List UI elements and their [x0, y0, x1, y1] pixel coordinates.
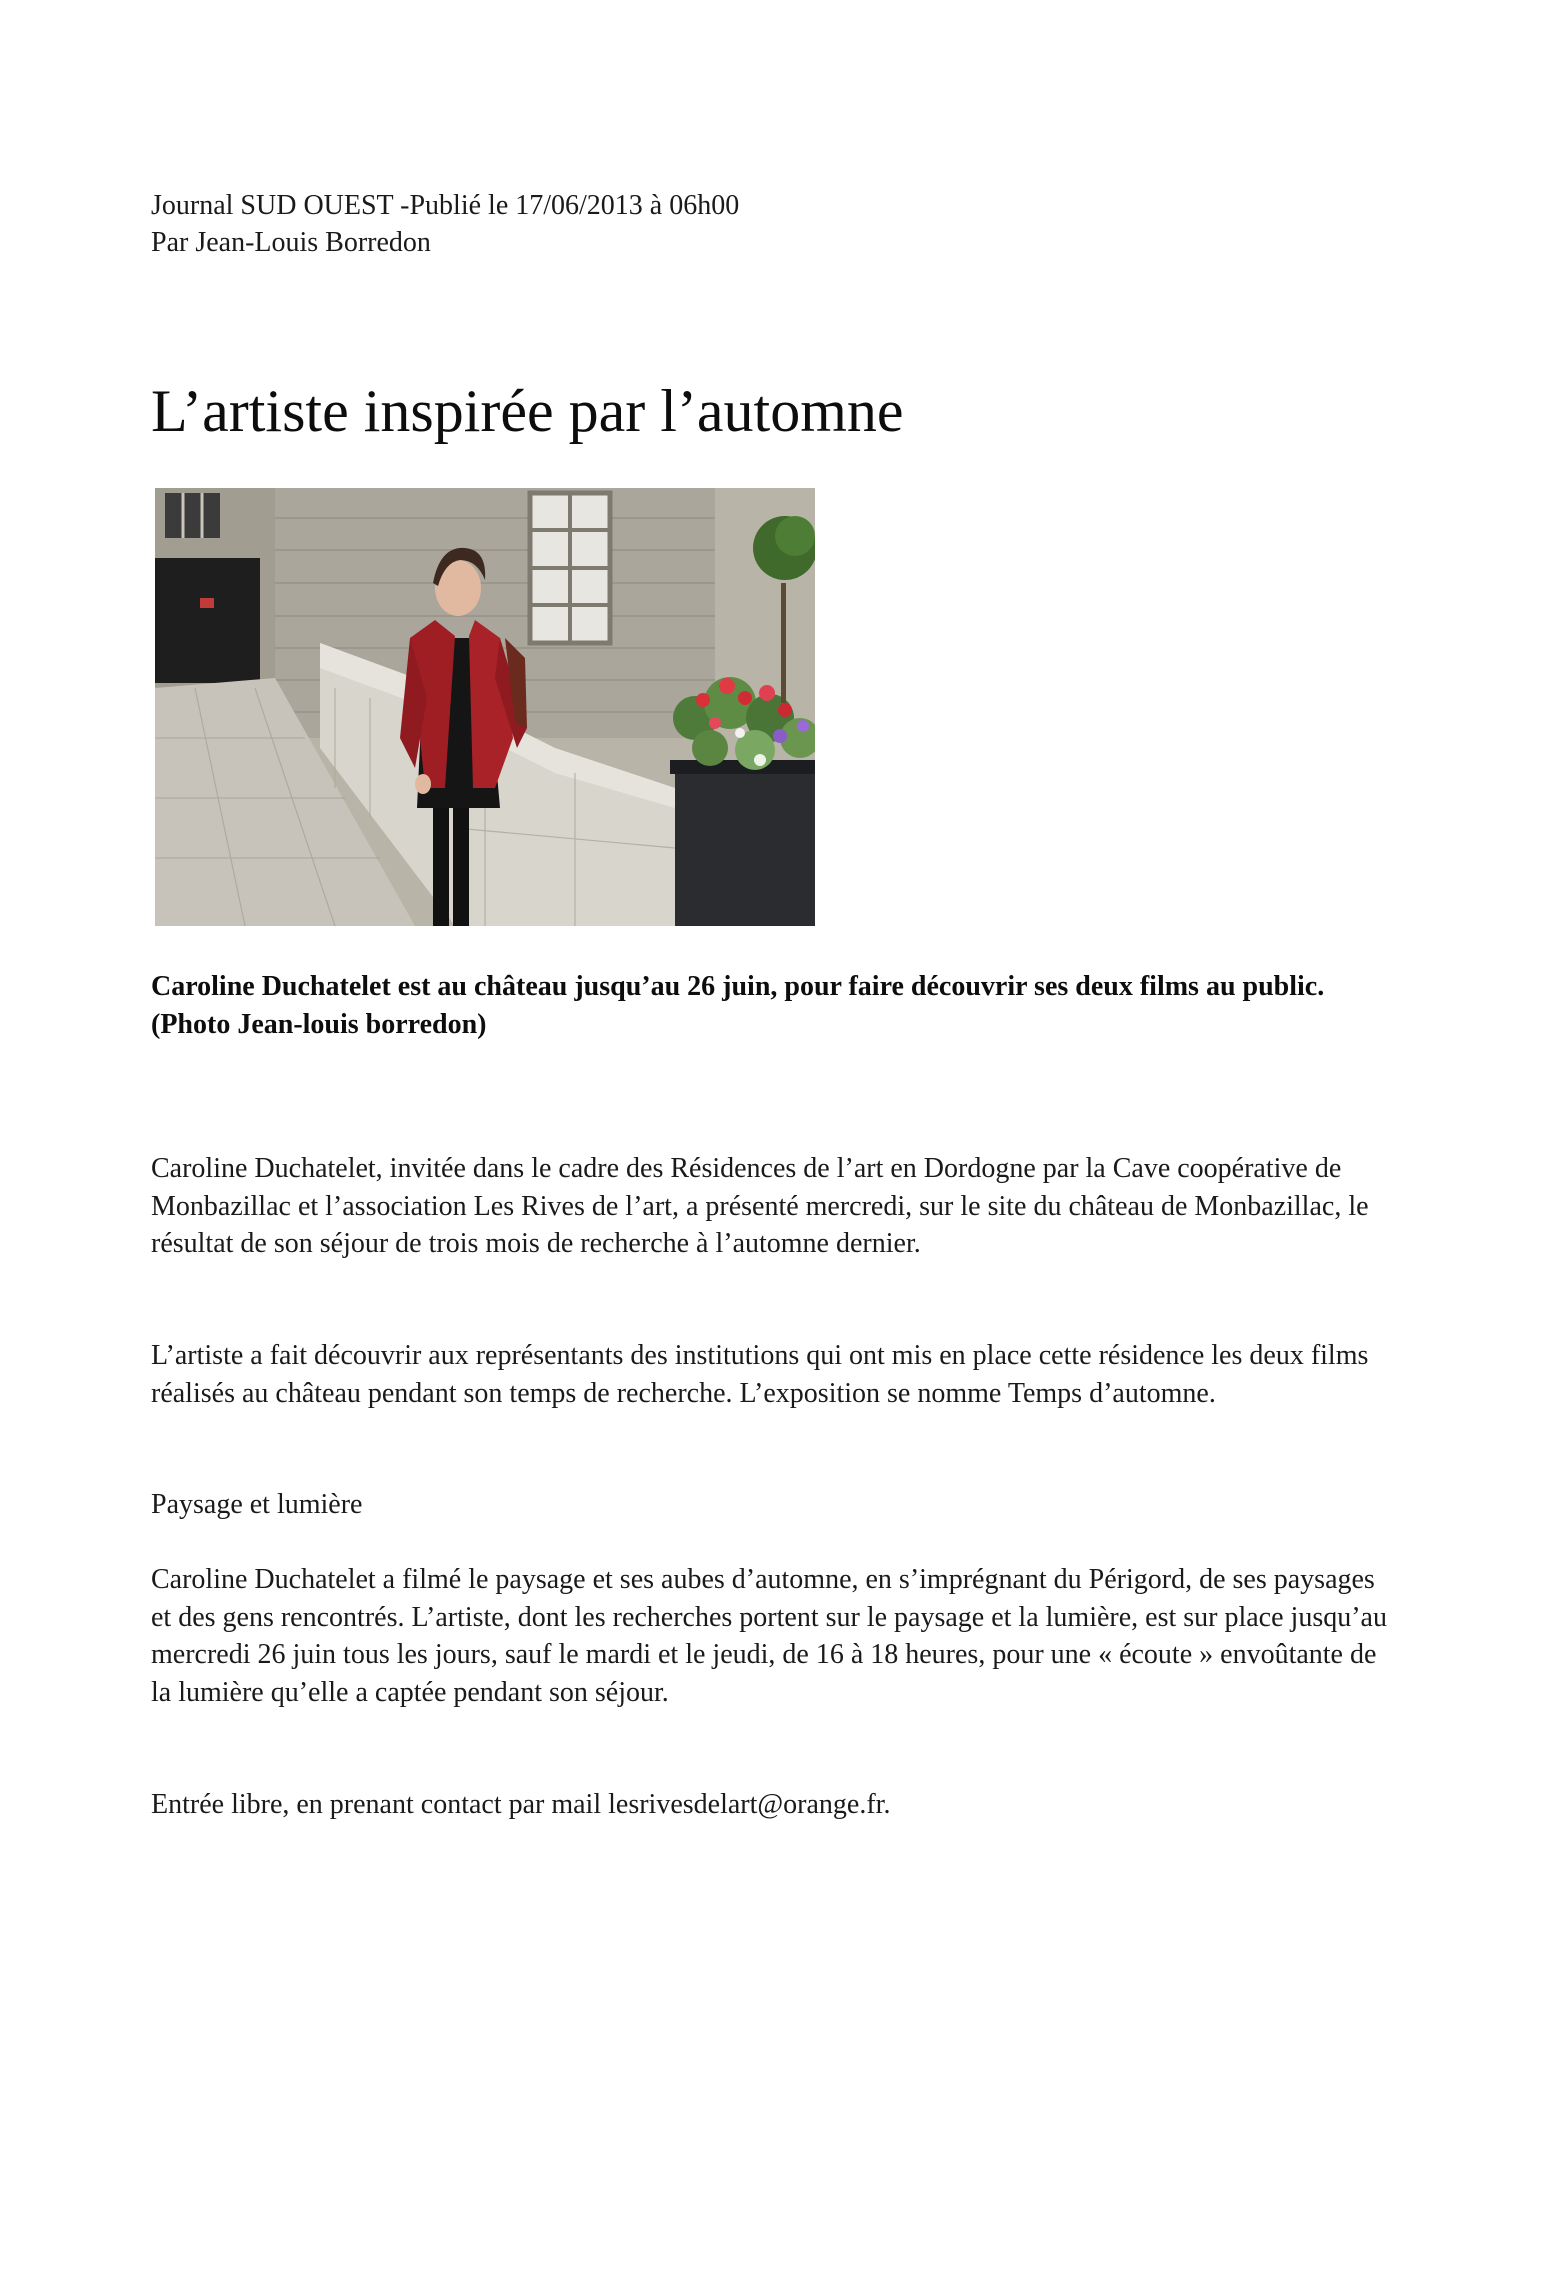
- publication-line: Journal SUD OUEST -Publié le 17/06/2013 à 06h00: [151, 190, 740, 221]
- article-photo: [155, 488, 815, 926]
- photo-illustration: [155, 488, 815, 926]
- author-line: Par Jean-Louis Borredon: [151, 227, 431, 258]
- photo-caption: Caroline Duchatelet est au château jusqu’au 26 juin, pour faire découvrir ses deux films au public. (Photo Jean-louis borredon): [151, 971, 1325, 1040]
- paragraph-films: L’artiste a fait découvrir aux représentants des institutions qui ont mis en place cette résidence les deux films réalisés au château pendant son temps de recherche. L’exposition se nomme Temps d’automne.: [151, 1340, 1369, 1409]
- article-headline: L’artiste inspirée par l’automne: [151, 378, 904, 444]
- paragraph-contact: Entrée libre, en prenant contact par mail lesrivesdelart@orange.fr.: [151, 1789, 891, 1820]
- section-subheading: Paysage et lumière: [151, 1489, 363, 1520]
- article-meta: [151, 187, 739, 261]
- paragraph-landscape: Caroline Duchatelet a filmé le paysage et ses aubes d’automne, en s’imprégnant du Périgord, de ses paysages et des gens rencontrés. L’artiste, dont les recherches portent sur le paysage et la lumière, est sur place jusqu’au mercredi 26 juin tous les jours, sauf le mardi et le jeudi, de 16 à 18 heures, pour une « écoute » envoûtante de la lumière qu’elle a captée pendant son séjour.: [151, 1564, 1387, 1708]
- paragraph-intro: Caroline Duchatelet, invitée dans le cadre des Résidences de l’art en Dordogne par la Cave coopérative de Monbazillac et l’association Les Rives de l’art, a présenté mercredi, sur le site du château de Monbazillac, le résultat de son séjour de trois mois de recherche à l’automne dernier.: [151, 1153, 1369, 1259]
